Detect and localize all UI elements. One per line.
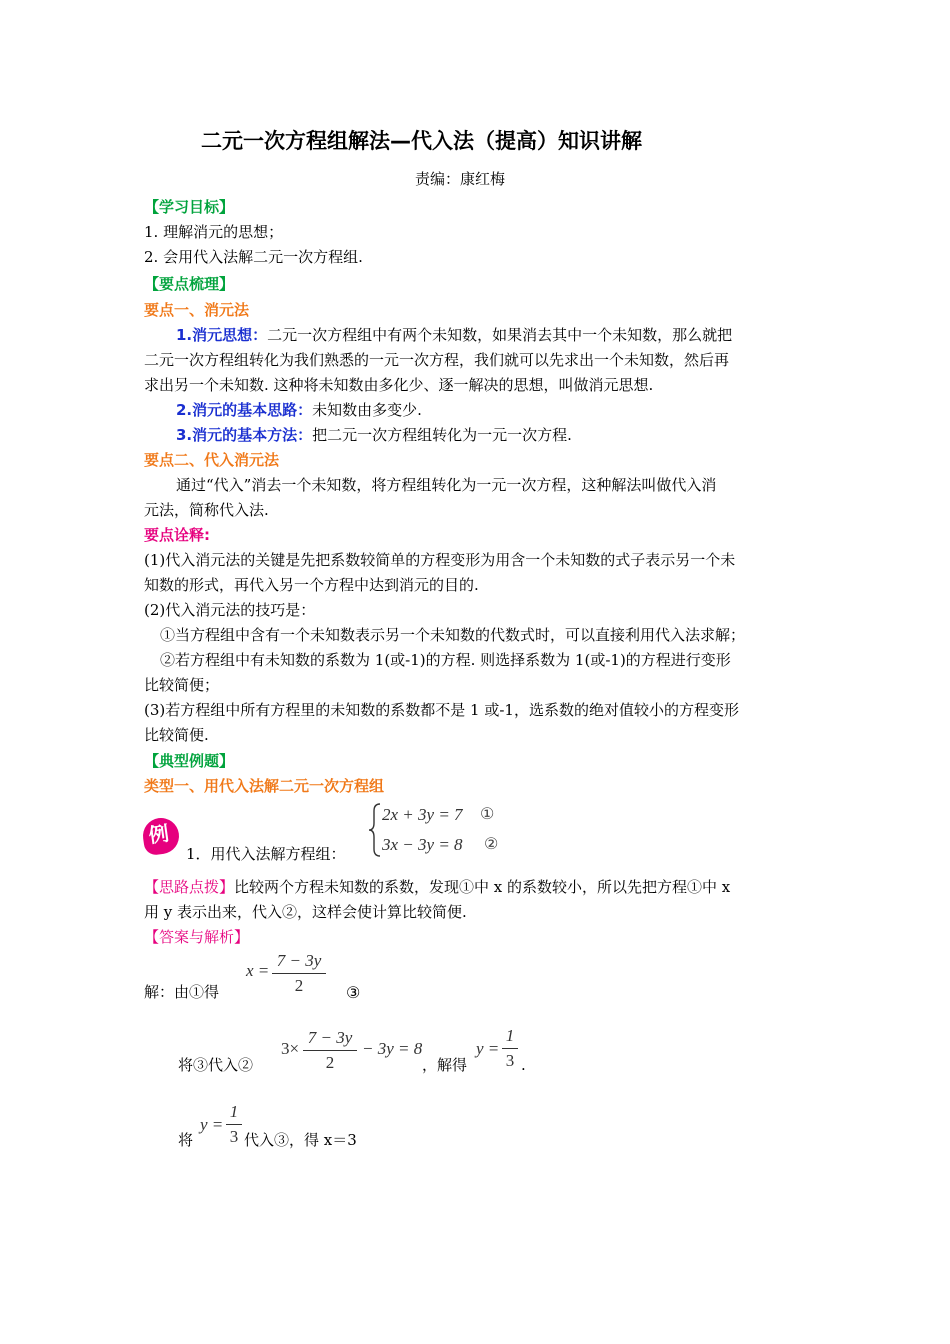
hint-text: 比较两个方程未知数的系数，发现①中 x 的系数较小，所以先把方程①中 x xyxy=(234,878,731,896)
note-line-8: 比较简便. xyxy=(144,726,209,744)
keypoint-2-line-2: 元法，简称代入法. xyxy=(144,501,269,519)
note-line-3: (2)代入消元法的技巧是： xyxy=(144,601,316,619)
examples-heading: 【典型例题】 xyxy=(144,752,235,770)
answer-label: 【答案与解析】 xyxy=(144,928,250,946)
system-equation-1: 2x + 3y = 7 xyxy=(382,805,463,824)
keypoint-2-heading: 要点二、代入消元法 xyxy=(144,451,280,469)
example-badge-icon xyxy=(141,816,182,857)
step-2-y-numerator: 1 xyxy=(502,1026,518,1049)
goal-item-2: 2. 会用代入法解二元一次方程组. xyxy=(144,248,363,266)
step-3-prefix: 将 xyxy=(178,1131,194,1149)
page-title: 二元一次方程组解法—代入法（提高）知识讲解 xyxy=(201,129,642,153)
note-line-5: ②若方程组中有未知数的系数为 1(或-1)的方程. 则选择系数为 1(或-1)的方程进行变形 xyxy=(160,651,731,669)
keypoint-1-item-1 xyxy=(176,328,732,343)
step-2-denominator: 2 xyxy=(325,1053,335,1072)
keypoint-1-item-2 xyxy=(176,403,422,418)
hint-label: 【思路点拨】 xyxy=(144,878,235,896)
step-2-rest: − 3y = 8 xyxy=(362,1039,423,1058)
keypoint-1-item-1-line-3: 求出另一个未知数. 这种将未知数由多化少、逐一解决的思想，叫做消元思想. xyxy=(144,376,654,394)
notes-heading: 要点诠释: xyxy=(144,526,210,544)
step-2-fraction xyxy=(303,1028,357,1073)
step-2-coefficient: 3× xyxy=(281,1039,300,1058)
step-2-y-denominator: 3 xyxy=(505,1051,515,1070)
system-equation-1-mark: ① xyxy=(480,804,495,823)
goal-item-1: 1. 理解消元的思想； xyxy=(144,223,284,241)
step-2-y-fraction xyxy=(502,1026,518,1071)
step-2-y: y = xyxy=(476,1039,500,1058)
step-2-end: . xyxy=(521,1056,526,1074)
example-badge-text: 例 xyxy=(147,821,171,848)
step-2-numerator: 7 − 3y xyxy=(303,1028,357,1051)
keypoint-1-item-3 xyxy=(176,428,572,443)
editor-credit: 责编：康红梅 xyxy=(415,170,506,188)
step-3-y: y = xyxy=(200,1115,224,1134)
item-2-label: 2.消元的基本思路： xyxy=(176,401,313,419)
step-3-numerator: 1 xyxy=(226,1102,242,1125)
step-1-prefix: 解：由①得 xyxy=(144,983,220,1001)
goals-heading: 【学习目标】 xyxy=(144,198,235,216)
step-2-prefix: 将③代入② xyxy=(178,1056,254,1074)
step-3-suffix: 代入③，得 x＝3 xyxy=(244,1131,357,1149)
item-2-text: 未知数由多变少. xyxy=(312,401,422,419)
system-brace-icon xyxy=(368,803,382,857)
keypoint-1-heading: 要点一、消元法 xyxy=(144,301,250,319)
note-line-1: (1)代入消元法的关键是先把系数较简单的方程变形为用含一个未知数的式子表示另一个未 xyxy=(144,551,736,569)
system-equation-2: 3x − 3y = 8 xyxy=(382,835,463,854)
step-1-numerator: 7 − 3y xyxy=(272,951,326,974)
note-line-4: ①当方程组中含有一个未知数表示另一个未知数的代数式时，可以直接利用代入法求解； xyxy=(160,626,746,644)
note-line-2: 知数的形式，再代入另一个方程中达到消元的目的. xyxy=(144,576,479,594)
keypoint-1-item-1-line-2: 二元一次方程组转化为我们熟悉的一元一次方程，我们就可以先求出一个未知数，然后再 xyxy=(144,351,730,369)
hint-line-2: 用 y 表示出来，代入②，这样会使计算比较简便. xyxy=(144,903,467,921)
step-1-lhs: x = xyxy=(246,961,270,980)
step-3-denominator: 3 xyxy=(229,1127,239,1146)
step-3-fraction xyxy=(226,1102,242,1147)
item-1-text: 二元一次方程组中有两个未知数，如果消去其中一个未知数，那么就把 xyxy=(267,326,733,344)
step-1-denominator: 2 xyxy=(294,976,304,995)
item-3-text: 把二元一次方程组转化为一元一次方程. xyxy=(312,426,572,444)
step-2-mid: ，解得 xyxy=(422,1056,468,1074)
keypoint-2-line-1: 通过“代入”消去一个未知数，将方程组转化为一元一次方程，这种解法叫做代入消 xyxy=(176,476,717,494)
question-1-text: 1．用代入法解方程组： xyxy=(186,845,346,863)
step-1-mark: ③ xyxy=(346,983,361,1002)
hint-line-1 xyxy=(144,880,730,895)
item-3-label: 3.消元的基本方法： xyxy=(176,426,313,444)
type-1-heading: 类型一、用代入法解二元一次方程组 xyxy=(144,777,385,795)
item-1-label: 1.消元思想： xyxy=(176,326,268,344)
keypoints-heading: 【要点梳理】 xyxy=(144,275,235,293)
step-1-fraction xyxy=(272,951,326,996)
system-equation-2-mark: ② xyxy=(484,834,499,853)
note-line-6: 比较简便； xyxy=(144,676,220,694)
note-line-7: (3)若方程组中所有方程里的未知数的系数都不是 1 或-1，选系数的绝对值较小的方程变形 xyxy=(144,701,739,719)
